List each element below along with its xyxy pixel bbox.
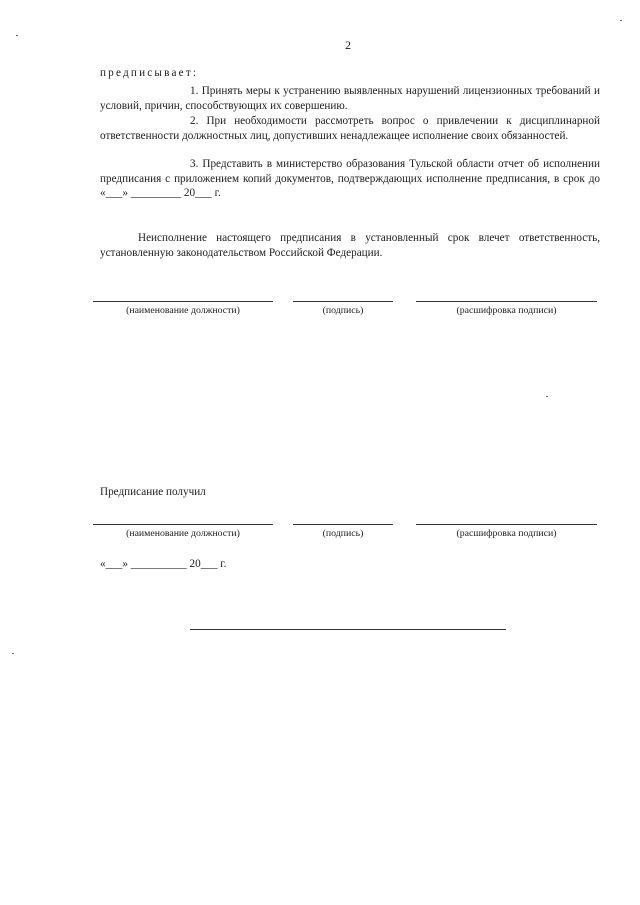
- receipt-date: «___» __________ 20___ г.: [100, 558, 227, 570]
- position-line: [93, 301, 273, 302]
- prescription-item-1: 1. Принять меры к устранению выявленных нарушений лицензионных требований и условий, причин, способствующих их совершению.: [100, 85, 600, 112]
- liability-warning: Неисполнение настоящего предписания в установленный срок влечет ответственность, установленную законодательством Российской Федерации.: [100, 232, 600, 259]
- scan-speck: [16, 35, 18, 36]
- recipient-signature-caption: (подпись): [322, 528, 364, 539]
- closing-rule: [190, 629, 506, 630]
- recipient-signature-decoding-line: [416, 524, 597, 525]
- page-number: 2: [345, 38, 351, 52]
- scan-speck: [12, 653, 14, 654]
- signature-decoding-caption: (расшифровка подписи): [456, 305, 557, 316]
- prescription-item-3: 3. Представить в министерство образования Тульской области отчет об исполнении предписания с приложением копий документов, подтверждающих исполнение предписания, в срок до «___» _________ 20___ г.: [100, 158, 600, 200]
- recipient-position-line: [93, 524, 273, 525]
- scan-speck: [620, 20, 622, 21]
- position-caption: (наименование должности): [126, 305, 240, 316]
- prescription-item-2: 2. При необходимости рассмотреть вопрос о привлечении к дисциплинарной ответственности должностных лиц, допустивших ненадлежащее исполнение своих обязанностей.: [100, 115, 600, 142]
- scan-speck: [546, 396, 548, 397]
- signature-line: [293, 301, 393, 302]
- recipient-signature-line: [293, 524, 393, 525]
- intro-text: предписывает:: [100, 67, 199, 79]
- recipient-position-caption: (наименование должности): [126, 528, 240, 539]
- received-label: Предписание получил: [100, 486, 206, 498]
- signature-decoding-line: [416, 301, 597, 302]
- recipient-signature-decoding-caption: (расшифровка подписи): [456, 528, 557, 539]
- signature-caption: (подпись): [322, 305, 364, 316]
